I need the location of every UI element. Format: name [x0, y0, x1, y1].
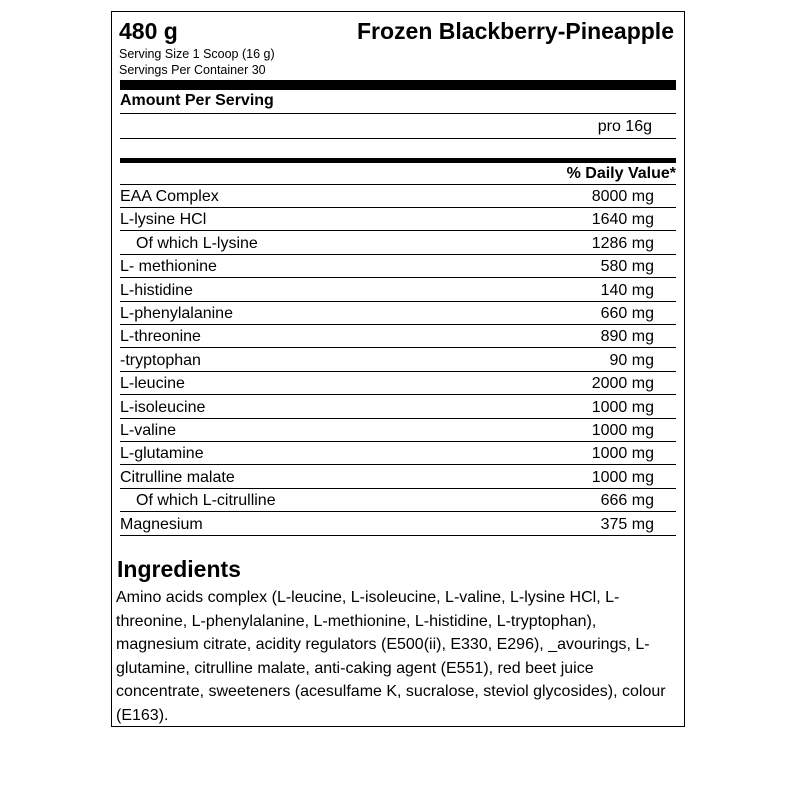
nutrient-name: L-phenylalanine [120, 305, 233, 322]
nutrient-row [120, 232, 676, 255]
nutrient-amount: 8000 mg [591, 188, 654, 205]
nutrient-row [120, 349, 676, 372]
nutrient-name: L-valine [120, 422, 177, 439]
nutrient-amount: 1000 mg [591, 398, 654, 416]
nutrient-amount: 140 mg [600, 281, 654, 299]
nutrient-amount: 90 mg [609, 351, 654, 369]
nutrition-label [111, 11, 685, 727]
servings-per-container: Servings Per Container 30 [119, 63, 266, 77]
nutrient-row [120, 185, 676, 208]
nutrient-name: L-isoleucine [120, 398, 206, 416]
nutrient-name: Citrulline malate [120, 468, 235, 486]
nutrient-name: L-glutamine [120, 445, 204, 463]
nutrient-amount: 1286 mg [591, 234, 654, 252]
nutrient-row [120, 255, 676, 278]
nutrient-amount: 375 mg [600, 515, 654, 533]
divider [120, 138, 676, 139]
daily-value-heading: % Daily Value* [566, 165, 676, 182]
nutrient-row [120, 442, 676, 465]
ingredients-heading: Ingredients [117, 556, 241, 582]
nutrient-name: L-leucine [120, 375, 185, 393]
nutrient-row [120, 372, 676, 395]
serving-size: Serving Size 1 Scoop (16 g) [119, 47, 275, 61]
nutrient-amount: 1000 mg [591, 468, 654, 486]
flavor-title: Frozen Blackberry-Pineapple [357, 18, 674, 44]
nutrient-name: Magnesium [120, 515, 203, 533]
nutrient-row [120, 466, 676, 489]
nutrient-amount: 580 mg [600, 258, 654, 276]
nutrient-row [120, 302, 676, 325]
nutrient-amount: 2000 mg [591, 375, 654, 393]
nutrient-amount: 660 mg [600, 305, 654, 322]
nutrient-row [120, 489, 676, 512]
amount-per-serving-heading: Amount Per Serving [120, 92, 274, 109]
nutrient-amount: 1640 mg [591, 211, 654, 229]
nutrient-name: Of which L-lysine [136, 234, 258, 252]
nutrient-name: L-histidine [120, 281, 193, 299]
divider [120, 113, 676, 114]
nutrient-row [120, 396, 676, 419]
nutrient-name: EAA Complex [120, 188, 219, 205]
nutrient-name: L-lysine HCl [120, 211, 207, 229]
nutrient-row [120, 325, 676, 348]
nutrient-row [120, 279, 676, 302]
nutrient-name: L- methionine [120, 258, 217, 276]
net-weight: 480 g [119, 18, 178, 44]
nutrient-amount: 1000 mg [591, 445, 654, 463]
nutrient-amount: 1000 mg [591, 422, 654, 439]
nutrient-row [120, 419, 676, 442]
nutrient-name: L-threonine [120, 328, 201, 346]
nutrient-row [120, 513, 676, 536]
nutrient-row [120, 208, 676, 231]
thick-divider [120, 158, 676, 163]
nutrient-amount: 666 mg [600, 492, 654, 510]
protein-amount: pro 16g [597, 118, 652, 135]
nutrient-name: Of which L-citrulline [136, 492, 276, 510]
nutrient-name: -tryptophan [120, 351, 201, 369]
ingredients-text: Amino acids complex (L-leucine, L-isoleucine, L-valine, L-lysine HCl, L-threonine, L-phenylalanine, L-methionine, L-histidine, L-tryptophan), magnesium citrate, acidity regulators (E500(ii), E330, E296), _avourings, L-glutamine, citrulline malate, anti-caking agent (E551), red beet juice concentrate, sweeteners (acesulfame K, sucralose, steviol glycosides), colour (E163). [116, 589, 666, 724]
nutrient-amount: 890 mg [600, 328, 654, 346]
thick-divider [120, 80, 676, 90]
